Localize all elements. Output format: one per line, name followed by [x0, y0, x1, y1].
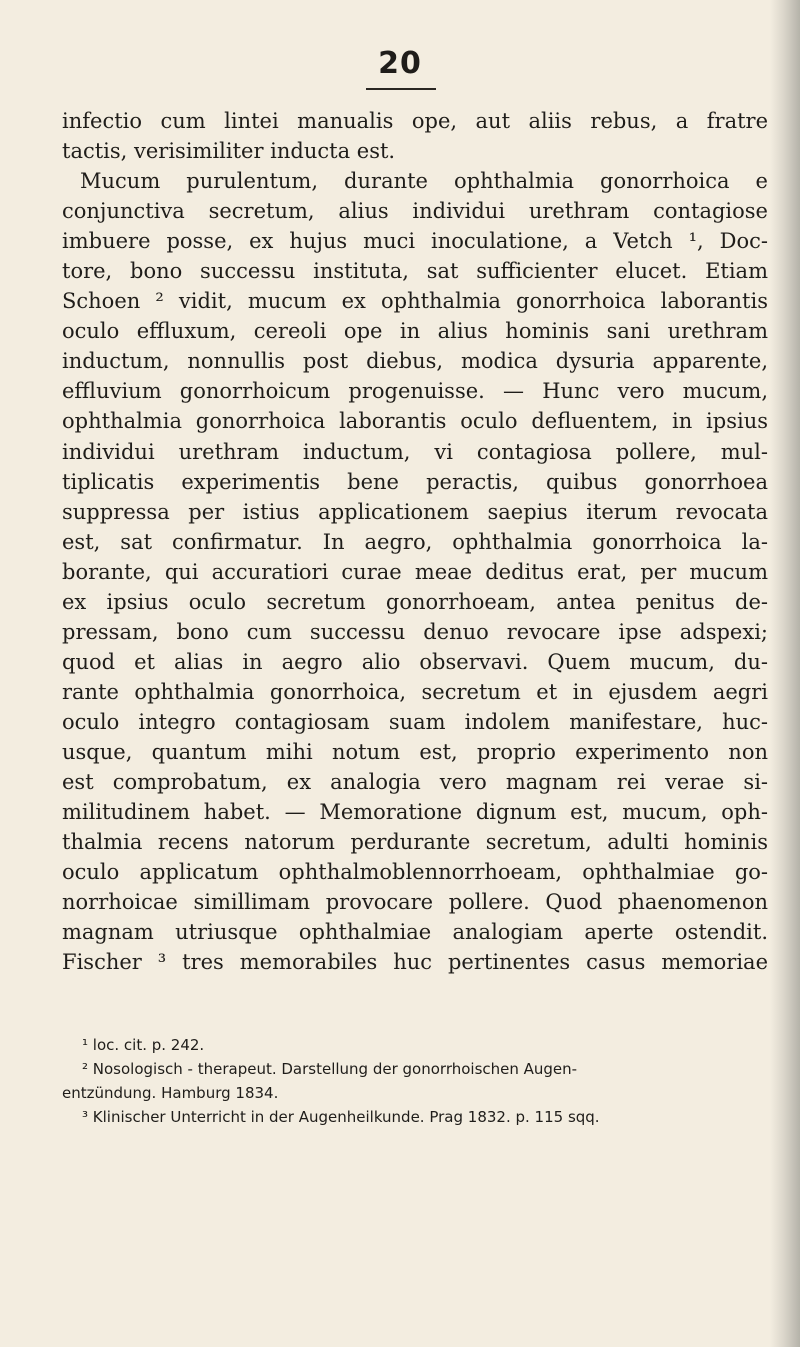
- text-line: magnam utriusque ophthalmiae analogiam aperte ostendit.: [62, 920, 768, 945]
- text-line: ex ipsius oculo secretum gonorrhoeam, antea penitus de-: [62, 589, 768, 614]
- text-line: Mucum purulentum, durante ophthalmia gonorrhoica e: [80, 169, 768, 194]
- text-line: quod et alias in aegro alio observavi. Quem mucum, du-: [62, 649, 768, 674]
- body-text: [62, 106, 768, 977]
- text-line: ophthalmia gonorrhoica laborantis oculo defluentem, in ipsius: [62, 409, 768, 434]
- page-edge-shadow: [770, 0, 800, 1347]
- text-line: militudinem habet. — Memoratione dignum est, mucum, oph-: [62, 800, 768, 825]
- text-line: pressam, bono cum successu denuo revocare ipse adspexi;: [62, 619, 768, 644]
- text-line: imbuere posse, ex hujus muci inoculatione, a Vetch ¹, Doc-: [62, 229, 768, 254]
- page-number-underline: [366, 88, 436, 90]
- text-line: tiplicatis experimentis bene peractis, quibus gonorrhoea: [62, 469, 768, 494]
- footnote-1: ¹ loc. cit. p. 242.: [82, 1036, 205, 1054]
- text-line: thalmia recens natorum perdurante secretum, adulti hominis: [62, 830, 768, 855]
- footnote-3: ³ Klinischer Unterricht in der Augenheilkunde. Prag 1832. p. 115 sqq.: [82, 1108, 600, 1126]
- footnote-2: ² Nosologisch - therapeut. Darstellung der gonorrhoischen Augen-: [82, 1060, 578, 1078]
- text-line: borante, qui accuratiori curae meae deditus erat, per mucum: [62, 559, 768, 584]
- text-line: suppressa per istius applicationem saepius iterum revocata: [62, 499, 768, 524]
- text-line: tore, bono successu instituta, sat sufficienter elucet. Etiam: [62, 259, 768, 284]
- text-line: oculo effluxum, cereoli ope in alius hominis sani urethram: [62, 319, 768, 344]
- text-line: inductum, nonnullis post diebus, modica dysuria apparente,: [62, 349, 768, 374]
- text-line: individui urethram inductum, vi contagiosa pollere, mul-: [62, 439, 768, 464]
- text-line: oculo integro contagiosam suam indolem manifestare, huc-: [62, 709, 768, 734]
- text-line: norrhoicae simillimam provocare pollere. Quod phaenomenon: [62, 890, 768, 915]
- footnote-2-continued: entzündung. Hamburg 1834.: [62, 1084, 279, 1102]
- text-line: infectio cum lintei manualis ope, aut aliis rebus, a fratre: [62, 109, 768, 133]
- text-line: est comprobatum, ex analogia vero magnam rei verae si-: [62, 770, 768, 795]
- text-line: Schoen ² vidit, mucum ex ophthalmia gonorrhoica laborantis: [62, 289, 768, 314]
- text-line: Fischer ³ tres memorabiles huc pertinentes casus memoriae: [62, 950, 768, 975]
- text-line: rante ophthalmia gonorrhoica, secretum et in ejusdem aegri: [62, 679, 768, 704]
- text-line: oculo applicatum ophthalmoblennorrhoeam, ophthalmiae go-: [62, 860, 768, 885]
- text-line: usque, quantum mihi notum est, proprio experimento non: [62, 739, 768, 764]
- text-line: tactis, verisimiliter inducta est.: [62, 139, 396, 164]
- text-line: conjunctiva secretum, alius individui urethram contagiose: [62, 199, 768, 224]
- page-number: 20: [378, 46, 422, 81]
- text-line: effluvium gonorrhoicum progenuisse. — Hunc vero mucum,: [62, 379, 768, 404]
- footnotes: [62, 1033, 768, 1129]
- text-line: est, sat confirmatur. In aegro, ophthalmia gonorrhoica la-: [62, 529, 768, 554]
